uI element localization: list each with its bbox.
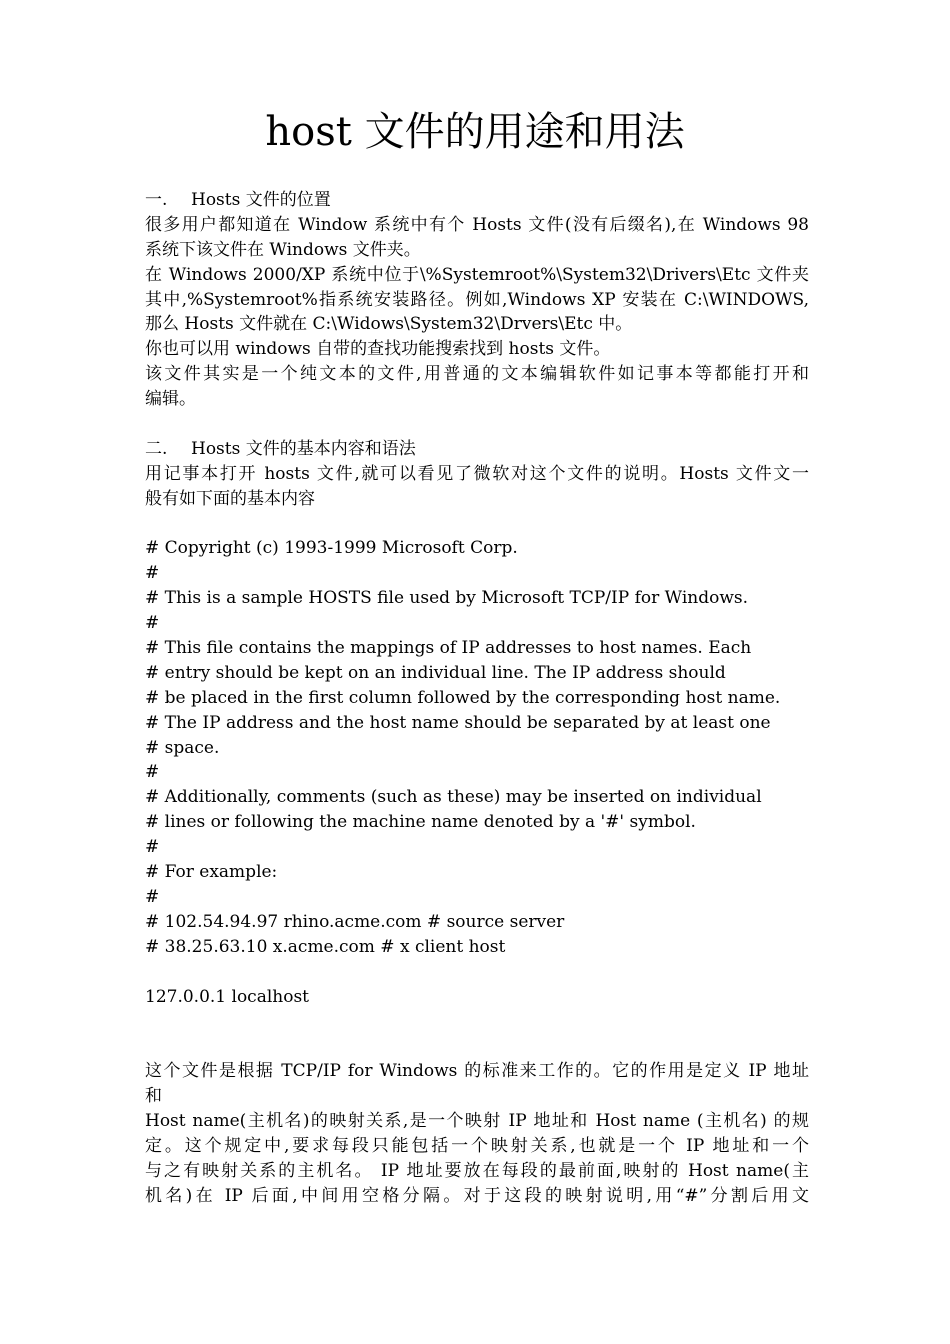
section-1-line: 在 Windows 2000/XP 系统中位于\%Systemroot%\System32\Drivers\Etc 文件夹 xyxy=(145,264,809,285)
closing-line: 机名)在 IP 后面,中间用空格分隔。对于这段的映射说明,用“#”分割后用文 xyxy=(145,1185,809,1206)
hosts-line: # Copyright (c) 1993-1999 Microsoft Corp. xyxy=(145,538,518,559)
hosts-line: # lines or following the machine name denoted by a '#' symbol. xyxy=(145,812,696,833)
section-2-title: Hosts 文件的基本内容和语法 xyxy=(191,438,416,459)
section-1-title: Hosts 文件的位置 xyxy=(191,190,331,210)
hosts-line: # This is a sample HOSTS file used by Microsoft TCP/IP for Windows. xyxy=(145,588,749,609)
section-1-line: 编辑。 xyxy=(145,389,196,410)
localhost-entry: 127.0.0.1 localhost xyxy=(145,986,310,1007)
section-1-line: 你也可以用 windows 自带的查找功能搜索找到 hosts 文件。 xyxy=(145,339,611,360)
hosts-line: # entry should be kept on an individual line. The IP address should xyxy=(145,662,726,683)
hosts-line: # xyxy=(145,837,160,858)
document-body xyxy=(145,188,809,1209)
closing-line: 与之有映射关系的主机名。 IP 地址要放在每段的最前面,映射的 Host name(主 xyxy=(145,1160,809,1181)
hosts-line: # 38.25.63.10 x.acme.com # x client host xyxy=(145,936,506,957)
hosts-line: # 102.54.94.97 rhino.acme.com # source server xyxy=(145,911,565,932)
hosts-line: # xyxy=(145,613,160,634)
section-2-heading xyxy=(145,437,809,462)
section-1-line: 其中,%Systemroot%指系统安装路径。例如,Windows XP 安装在 C:\WINDOWS, xyxy=(145,289,809,310)
section-2-line: 用记事本打开 hosts 文件,就可以看见了微软对这个文件的说明。Hosts 文件文一 xyxy=(145,463,809,484)
hosts-line: # Additionally, comments (such as these) may be inserted on individual xyxy=(145,787,762,808)
hosts-line: # be placed in the first column followed by the corresponding host name. xyxy=(145,687,781,708)
document-title: host 文件的用途和用法 xyxy=(265,109,685,155)
hosts-line: # xyxy=(145,563,160,584)
section-1-heading xyxy=(145,188,809,213)
closing-line: 定。这个规定中,要求每段只能包括一个映射关系,也就是一个 IP 地址和一个 xyxy=(145,1135,809,1156)
section-1-line: 该文件其实是一个纯文本的文件,用普通的文本编辑软件如记事本等都能打开和 xyxy=(145,364,809,385)
closing-line: 这个文件是根据 TCP/IP for Windows 的标准来工作的。它的作用是定义 IP 地址 xyxy=(145,1061,809,1082)
spacer xyxy=(145,1034,809,1059)
section-1-line: 系统下该文件在 Windows 文件夹。 xyxy=(145,239,421,260)
closing-line: Host name(主机名)的映射关系,是一个映射 IP 地址和 Host name (主机名) 的规 xyxy=(145,1110,809,1131)
spacer xyxy=(145,960,809,985)
hosts-line: # xyxy=(145,886,160,907)
closing-line: 和 xyxy=(145,1086,162,1107)
section-2-number: 二. xyxy=(145,438,168,459)
hosts-line: # space. xyxy=(145,737,220,758)
spacer xyxy=(145,412,809,437)
section-1-number: 一. xyxy=(145,190,168,210)
hosts-file-sample xyxy=(145,536,809,959)
hosts-line: # The IP address and the host name should be separated by at least one xyxy=(145,712,771,733)
hosts-line: # For example: xyxy=(145,862,278,883)
section-1-line: 那么 Hosts 文件就在 C:\Widows\System32\Drvers\Etc 中。 xyxy=(145,314,633,335)
section-2-line: 般有如下面的基本内容 xyxy=(145,488,315,509)
hosts-line: # xyxy=(145,762,160,783)
section-1-line: 很多用户都知道在 Window 系统中有个 Hosts 文件(没有后缀名),在 Windows 98 xyxy=(145,214,809,235)
spacer xyxy=(145,512,809,537)
hosts-line: # This file contains the mappings of IP addresses to host names. Each xyxy=(145,638,752,659)
spacer xyxy=(145,1009,809,1034)
